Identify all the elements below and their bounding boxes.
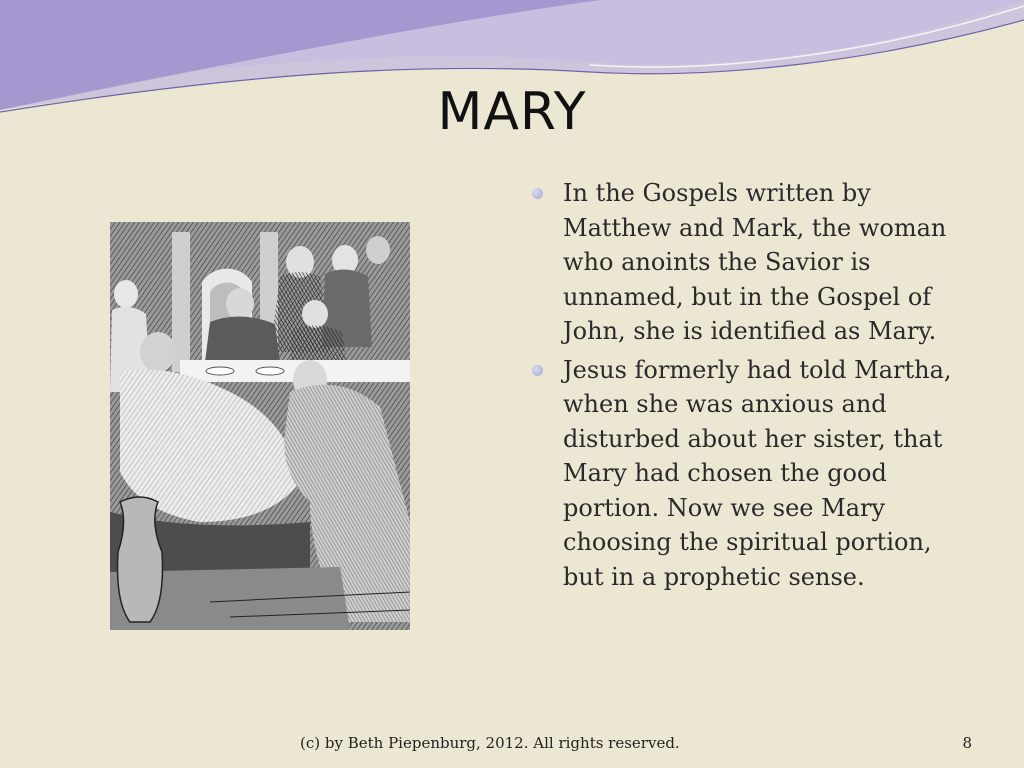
slide-title: MARY: [437, 82, 587, 142]
bullet-item: [530, 176, 960, 349]
bullet-item: [530, 353, 960, 595]
footer-copyright: (c) by Beth Piepenburg, 2012. All rights reserved.: [300, 734, 680, 752]
engraving-artwork: [110, 222, 410, 630]
bullet-dot-icon: [532, 365, 543, 376]
bullet-list: [530, 176, 960, 598]
page-number: 8: [962, 734, 972, 752]
illustration-engraving: [110, 222, 410, 630]
bullet-dot-icon: [532, 188, 543, 199]
bullet-text: In the Gospels written by Matthew and Mark, the woman who anoints the Savior is unnamed, but in the Gospel of John, she is identified as Mary.: [563, 179, 947, 345]
bullet-text: Jesus formerly had told Martha, when she was anxious and disturbed about her sister, that Mary had chosen the good portion. Now we see Mary choosing the spiritual portion, but in a prophetic sense.: [563, 355, 952, 591]
